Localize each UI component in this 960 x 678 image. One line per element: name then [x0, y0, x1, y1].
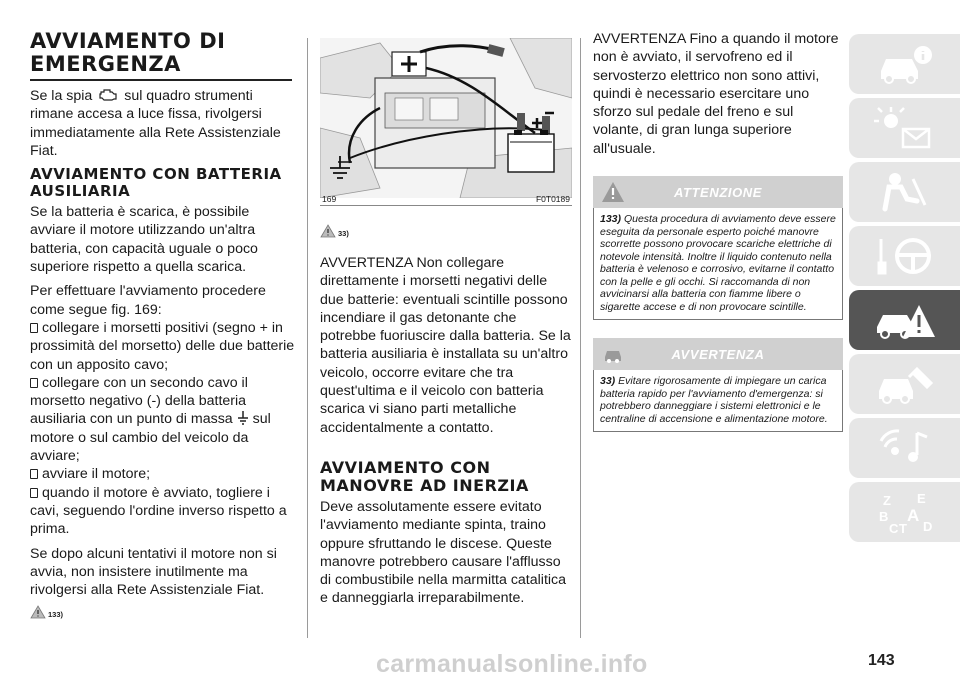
tab-safety[interactable] — [849, 162, 960, 222]
middle-paragraph-2: Deve assolutamente essere evitato l'avviamento mediante spinta, traino oppure sfruttando le discese. Queste manovre potrebbero causare l'afflusso di combustibile nella marmitta catalitica e danneggiarla irreparabilmente. — [320, 498, 567, 607]
index-letter: C — [888, 521, 898, 535]
engine-fault-lamp-icon — [98, 88, 118, 101]
checkbox-bullet-icon — [30, 488, 38, 498]
tab-driving[interactable] — [849, 226, 960, 286]
checkbox-bullet-icon — [30, 378, 38, 388]
battery-paragraph-3: Se dopo alcuni tentativi il motore non si avvia, non insistere inutilmente ma rivolgersi alla Rete Assistenziale Fiat. — [30, 545, 277, 599]
avvertenza-block — [593, 338, 843, 432]
step-text: quando il motore è avviato, togliere i cavi, seguendo l'ordine inverso rispetto a prima. — [30, 484, 287, 538]
battery-illustration — [320, 38, 572, 198]
attenzione-text: Questa procedura di avviamento deve essere eseguita da personale esperto poiché manovre scorrette possono provocare scariche elettriche di notevole intensità. Inoltre il liquido contenuto nella batteria è velenoso e corrosivo, evitarne il contatto con la pelle e gli occhi. Si raccomanda di non avvicinarsi alla batteria con fiamme libere o sigarette accese e di non provocare scintille. — [600, 213, 836, 313]
index-letter: A — [906, 506, 919, 525]
section-title: AVVIAMENTO DI EMERGENZA — [30, 29, 226, 76]
warning-triangle-icon — [320, 224, 336, 238]
warning-reference — [320, 222, 572, 238]
inertia-heading: AVVIAMENTO CON MANOVRE AD INERZIA — [320, 457, 529, 495]
title-underline — [30, 79, 292, 81]
intro-paragraph — [30, 87, 298, 160]
step-text-end: sul motore o sul cambio del veicolo da avviare; — [30, 411, 271, 465]
attenzione-header — [593, 176, 843, 208]
avvertenza-header — [593, 338, 843, 370]
index-letter: Z — [882, 493, 891, 508]
safety-airbag-icon — [873, 169, 937, 215]
maintenance-icon — [873, 361, 937, 407]
index-letter: T — [898, 521, 907, 535]
tab-multimedia[interactable] — [849, 418, 960, 478]
checkbox-bullet-icon — [30, 323, 38, 333]
warning-triangle-icon — [30, 605, 46, 619]
avvertenza-title: AVVERTENZA — [671, 346, 765, 362]
checkbox-bullet-icon — [30, 469, 38, 479]
attenzione-number: 133) — [600, 213, 622, 226]
column-divider — [307, 38, 308, 638]
tab-index[interactable] — [849, 482, 960, 542]
battery-paragraph-2: Per effettuare l'avviamento procedere come segue fig. 169: — [30, 283, 266, 318]
figure-code: F0T0189 — [535, 194, 570, 204]
step-item — [30, 484, 298, 539]
multimedia-icon — [873, 425, 937, 471]
attenzione-block — [593, 176, 843, 320]
attenzione-title: ATTENZIONE — [673, 184, 763, 200]
index-letter: B — [878, 509, 888, 524]
car-warning-icon — [601, 343, 625, 365]
tab-car-info[interactable] — [849, 34, 960, 94]
index-letter: E — [916, 491, 926, 506]
car-info-icon — [873, 41, 937, 87]
battery-heading: AVVIAMENTO CON BATTERIA AUSILIARIA — [30, 165, 282, 201]
step-text: collegare i morsetti positivi (segno + in prossimità del morsetto) delle due batterie con un apposito cavo; — [30, 319, 295, 373]
step-text: avviare il motore; — [42, 466, 151, 483]
watermark: carmanualsonline.info — [376, 650, 648, 678]
emergency-icon — [873, 297, 937, 343]
jump-start-figure — [320, 38, 572, 206]
avvertenza-content — [593, 370, 843, 432]
warning-ref-number: 133) — [48, 610, 64, 620]
column-middle — [320, 222, 572, 608]
column-divider — [580, 38, 581, 638]
intro-text-start: Se la spia — [30, 88, 93, 104]
chapter-sidebar — [849, 34, 960, 546]
column-right — [593, 30, 843, 432]
tab-maintenance[interactable] — [849, 354, 960, 414]
intro-text-end: sul quadro strumenti rimane accesa a luce fissa, rivolgersi immediatamente alla Rete Assistenziale Fiat. — [30, 88, 281, 159]
avvertenza-number: 33) — [600, 375, 616, 388]
avvertenza-text: Evitare rigorosamente di impiegare un carica batteria rapido per l'avviamento d'emergenza: si potrebbero danneggiare i sistemi elettronici e le centraline di accensione e alimentazione motore. — [600, 375, 828, 425]
steering-wheel-icon — [873, 233, 937, 279]
figure-number: 169 — [322, 194, 337, 204]
step-text: collegare con un secondo cavo il morsetto negativo (-) della batteria ausiliaria con un punto di massa — [30, 374, 248, 428]
index-letter: D — [922, 519, 932, 534]
step-item — [30, 374, 298, 465]
index-icon — [873, 489, 937, 535]
figure-caption — [322, 194, 570, 204]
warning-ref-number: 33) — [338, 229, 349, 238]
tab-dashboard-lights[interactable] — [849, 98, 960, 158]
warning-triangle-icon — [601, 181, 625, 203]
ground-symbol-icon — [237, 411, 249, 425]
column-left — [30, 30, 298, 619]
middle-paragraph-1: AVVERTENZA Non collegare direttamente i morsetti negativi delle due batterie: eventuali scintille possono incendiare il gas detonante che potrebbe fuoriuscire dalla batteria. Se la batteria ausiliaria è installata su un'altro veicolo, occorre evitare che tra quest'ultima e il veicolo con batteria scarica vi siano parti metalliche accidentalmente a contatto. — [320, 255, 571, 436]
step-item — [30, 465, 298, 483]
page-number: 143 — [868, 652, 895, 669]
warning-reference — [30, 603, 298, 619]
battery-paragraph-1: Se la batteria è scarica, è possibile avviare il motore utilizzando un'altra batteria, con capacità uguale o poco superiore rispetto a quella scarica. — [30, 204, 258, 276]
tab-emergency[interactable] — [849, 290, 960, 350]
right-paragraph-1: AVVERTENZA Fino a quando il motore non è avviato, il servofreno ed il servosterzo elettrico non sono attivi, quindi è necessario esercitare uno sforzo sul pedale del freno e sul volante, di gran lunga superiore all'usuale. — [593, 31, 839, 157]
step-item — [30, 319, 298, 374]
dashboard-lights-icon — [873, 105, 937, 151]
attenzione-content — [593, 208, 843, 320]
